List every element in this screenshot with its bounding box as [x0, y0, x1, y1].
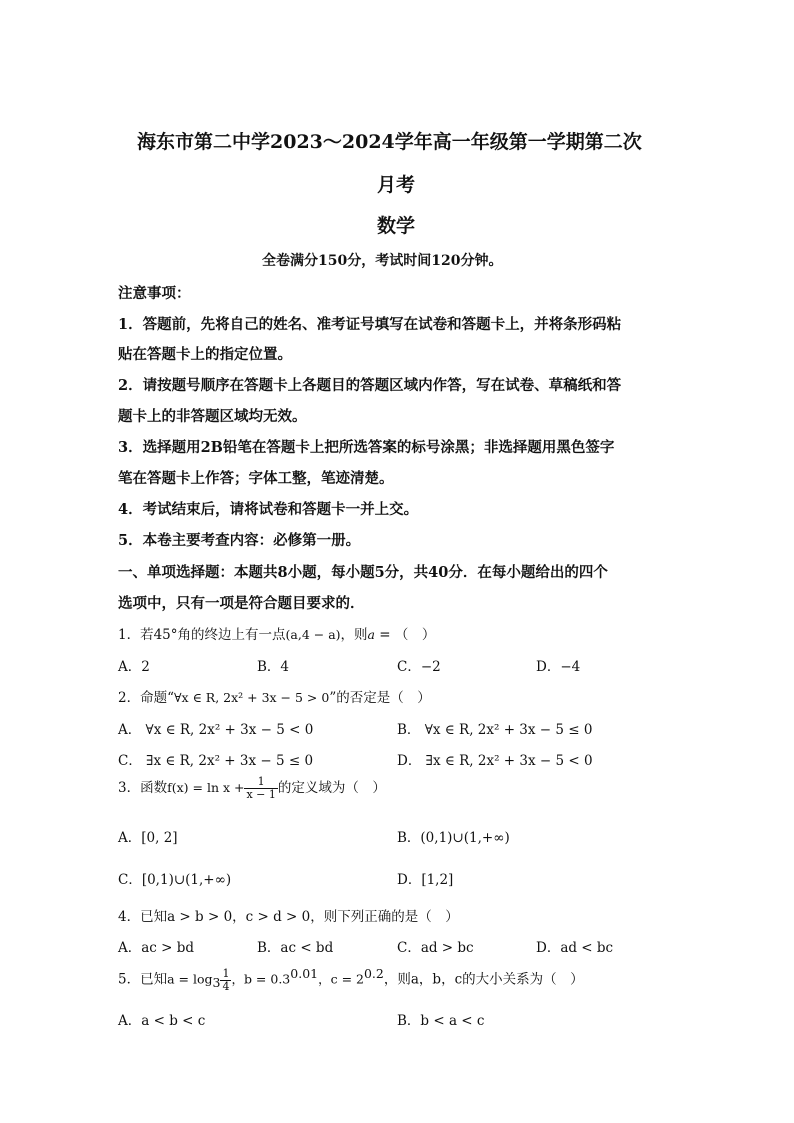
note-line: 4．考试结束后，请将试卷和答题卡一并上交。 — [118, 501, 419, 518]
question-2 — [118, 686, 431, 706]
subject-title: 数学 — [377, 215, 416, 237]
q5-prefix: 5．已知 — [118, 971, 168, 988]
q2-option-d: D． ∃x ∈ R, 2x² + 3x − 5 < 0 — [397, 753, 593, 769]
q1-option-a: A．2 — [118, 659, 150, 675]
q1-option-b: B．4 — [257, 659, 290, 675]
q3-suffix: 的定义域为（ ） — [277, 780, 386, 796]
q5-option-a: A．a < b < c — [118, 1013, 206, 1029]
q5-c-exp: 0.2 — [363, 966, 384, 981]
question-3 — [118, 776, 386, 801]
q5-c-def: ，c = 2 — [318, 971, 364, 987]
q3-func: f(x) = ln x + — [167, 780, 245, 795]
q5-b-def: ，b = 0.3 — [231, 971, 291, 987]
section-heading-line2: 选项中，只有一项是符合题目要求的． — [118, 595, 365, 612]
q2-option-c: C． ∃x ∈ R, 2x² + 3x − 5 ≤ 0 — [118, 753, 314, 769]
q1-mid: ，则 — [340, 627, 368, 643]
q2-suffix: ”的否定是（ ） — [329, 690, 431, 706]
note-line: 2．请按题号顺序在答题卡上各题目的答题区域内作答，写在试卷、草稿纸和答 — [118, 377, 622, 394]
q3-option-b: B．(0,1)∪(1,+∞) — [397, 830, 510, 846]
question-1 — [118, 623, 435, 643]
q3-option-d: D．[1,2] — [397, 872, 454, 888]
exam-title-line2: 月考 — [377, 174, 416, 196]
q5-b-exp: 0.01 — [290, 966, 319, 981]
q1-suffix: = （ ） — [375, 627, 436, 643]
q3-frac-num: 1 — [244, 776, 277, 789]
q4-option-d: D．ad < bc — [536, 940, 614, 956]
q1-var: a — [367, 627, 375, 642]
note-line: 5．本卷主要考查内容：必修第一册。 — [118, 532, 361, 549]
q5-a-def: a = log — [167, 971, 213, 987]
note-line: 笔在答题卡上作答；字体工整，笔迹清楚。 — [118, 470, 394, 487]
exam-title-line1: 海东市第二中学2023～2024学年高一年级第一学期第二次 — [137, 131, 642, 153]
q1-option-c: C．−2 — [397, 659, 441, 675]
q2-prefix: 2．命题“ — [118, 690, 174, 706]
q3-option-a: A．[0, 2] — [118, 830, 178, 846]
q1-point: (a,4 − a) — [285, 627, 341, 642]
q5-suffix: ，则a，b，c的大小关系为（ ） — [383, 971, 584, 988]
section-heading-line1: 一、单项选择题：本题共8小题，每小题5分，共40分．在每小题给出的四个 — [118, 564, 608, 581]
q4-option-b: B．ac < bd — [257, 940, 334, 956]
q2-option-a: A． ∀x ∈ R, 2x² + 3x − 5 < 0 — [118, 722, 314, 738]
q3-prefix: 3．函数 — [118, 780, 168, 796]
note-line: 1．答题前，先将自己的姓名、准考证号填写在试卷和答题卡上，并将条形码粘 — [118, 316, 622, 333]
q3-option-c: C．[0,1)∪(1,+∞) — [118, 872, 232, 888]
q5-a-base: 3 — [212, 975, 221, 991]
note-line: 3．选择题用2B铅笔在答题卡上把所选答案的标号涂黑；非选择题用黑色签字 — [118, 439, 615, 456]
q3-frac-den: x − 1 — [246, 788, 276, 801]
q2-option-b: B． ∀x ∈ R, 2x² + 3x − 5 ≤ 0 — [397, 722, 593, 738]
question-4: 4．已知a > b > 0，c > d > 0，则下列正确的是（ ） — [118, 909, 459, 925]
q1-prefix: 1．若45°角的终边上有一点 — [118, 627, 286, 643]
question-5 — [118, 966, 584, 993]
q5-frac-den: 4 — [222, 979, 230, 993]
q5-frac-num: 1 — [222, 966, 230, 980]
notes-heading: 注意事项： — [118, 285, 191, 302]
q2-expr: ∀x ∈ R, 2x² + 3x − 5 > 0 — [174, 690, 330, 705]
q4-option-a: A．ac > bd — [118, 940, 195, 956]
q4-option-c: C．ad > bc — [397, 940, 474, 956]
q1-option-d: D．−4 — [536, 659, 581, 675]
q5-fraction — [220, 968, 231, 993]
q5-option-b: B．b < a < c — [397, 1013, 485, 1029]
note-line: 题卡上的非答题区域均无效。 — [118, 408, 307, 425]
note-line: 贴在答题卡上的指定位置。 — [118, 346, 292, 363]
exam-info: 全卷满分150分，考试时间120分钟。 — [262, 253, 503, 269]
q3-fraction — [244, 776, 277, 801]
